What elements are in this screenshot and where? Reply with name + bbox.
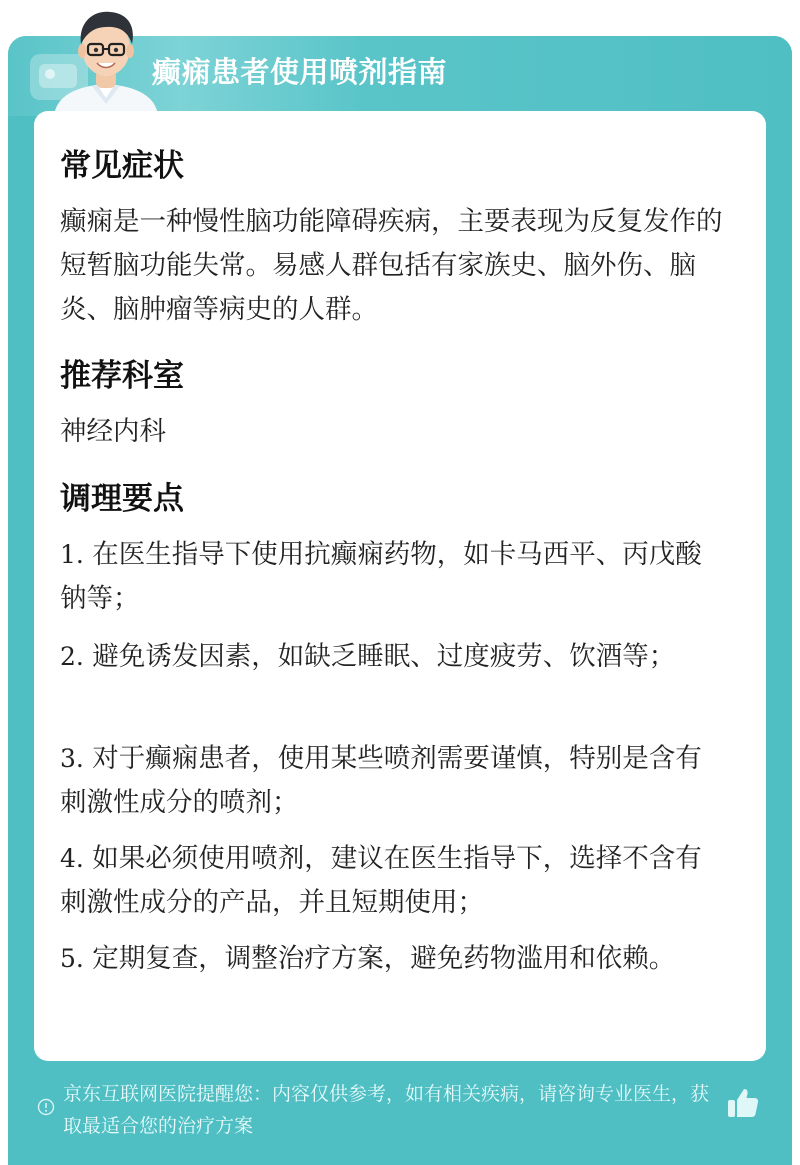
care-tip-text: 定期复查，调整治疗方案，避免药物滥用和依赖。 <box>83 943 676 974</box>
care-tip-item <box>60 533 725 621</box>
section-title-department: 推荐科室 <box>60 358 184 394</box>
thumbs-up-icon[interactable] <box>726 1086 760 1120</box>
care-tip-number: 1. <box>60 540 84 569</box>
care-tip-item <box>60 937 725 981</box>
doctor-avatar-icon <box>46 4 166 116</box>
department-text: 神经内科 <box>60 416 166 447</box>
section-title-symptoms: 常见症状 <box>60 148 184 184</box>
disclaimer-text: 京东互联网医院提醒您：内容仅供参考，如有相关疾病，请咨询专业医生，获取最适合您的治疗方案 <box>63 1083 710 1137</box>
page-title: 癫痫患者使用喷剂指南 <box>152 55 448 89</box>
care-tip-text: 在医生指导下使用抗癫痫药物，如卡马西平、丙戊酸钠等； <box>60 539 702 614</box>
care-tip-number: 2. <box>60 642 84 671</box>
care-tip-number: 3. <box>60 744 84 773</box>
care-tip-text: 如果必须使用喷剂，建议在医生指导下，选择不含有刺激性成分的产品，并且短期使用； <box>60 843 702 918</box>
care-tip-item <box>60 737 725 825</box>
care-tip-number: 4. <box>60 844 84 873</box>
care-tip-text: 避免诱发因素，如缺乏睡眠、过度疲劳、饮酒等； <box>83 641 676 672</box>
care-tip-item <box>60 635 725 679</box>
info-icon <box>37 1098 55 1116</box>
symptoms-text: 癫痫是一种慢性脑功能障碍疾病，主要表现为反复发作的短暂脑功能失常。易感人群包括有家族史、脑外伤、脑炎、脑肿瘤等病史的人群。 <box>60 206 723 325</box>
care-tip-number: 5. <box>60 944 84 973</box>
section-title-care-tips: 调理要点 <box>60 481 184 517</box>
care-tip-text: 对于癫痫患者，使用某些喷剂需要谨慎，特别是含有刺激性成分的喷剂； <box>60 743 702 818</box>
care-tip-item <box>60 837 725 925</box>
